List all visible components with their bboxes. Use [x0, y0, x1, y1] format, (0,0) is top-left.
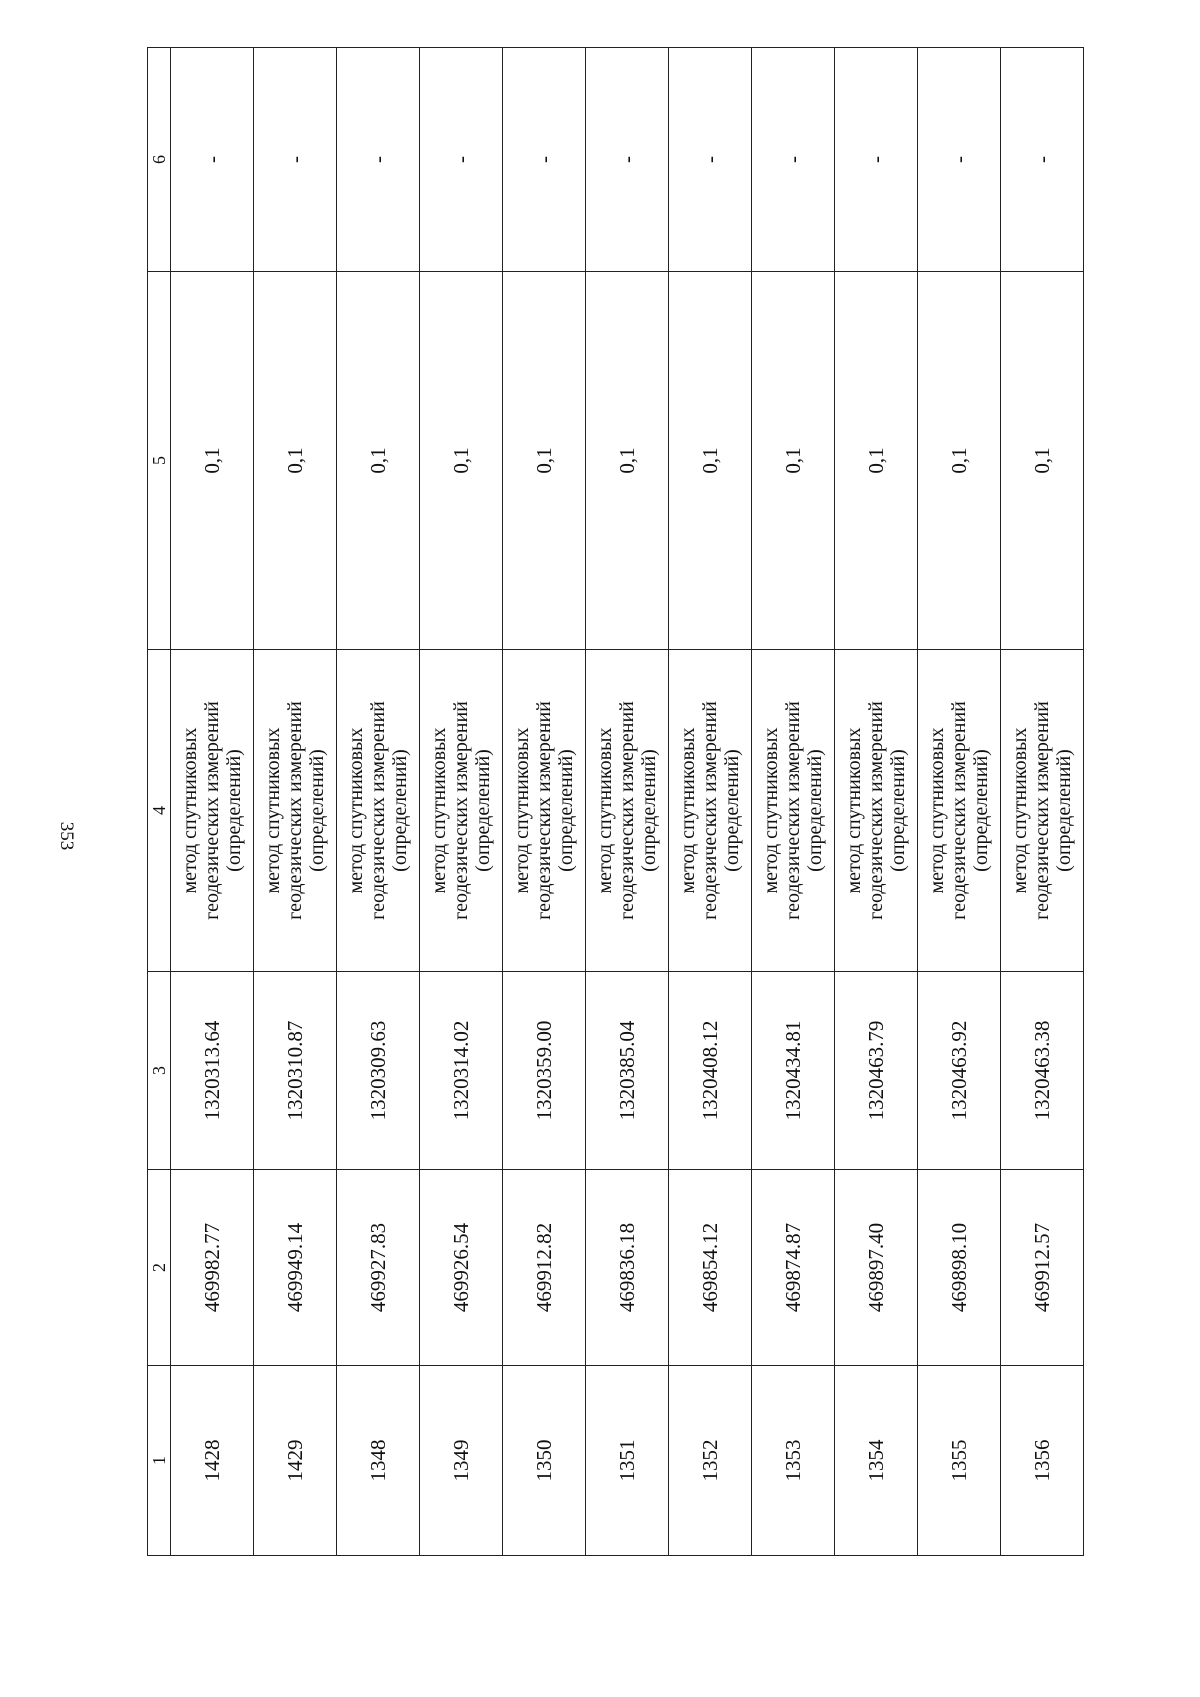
point-number-cell: 1352	[669, 1366, 752, 1556]
accuracy-cell: 0,1	[1001, 272, 1084, 650]
x-coordinate-cell: 469897.40	[835, 1170, 918, 1366]
method-line: геодезических измерений	[865, 701, 887, 920]
accuracy-cell: 0,1	[669, 272, 752, 650]
accuracy-cell: 0,1	[337, 272, 420, 650]
x-coordinate-cell: 469927.83	[337, 1170, 420, 1366]
method-cell	[669, 650, 752, 972]
x-coordinate-cell: 469949.14	[254, 1170, 337, 1366]
method-line: (определений)	[472, 749, 494, 872]
method-line: метод спутниковых	[843, 727, 865, 894]
method-cell	[1001, 650, 1084, 972]
y-coordinate-cell: 1320314.02	[420, 972, 503, 1170]
table-row	[254, 48, 337, 1556]
method-line: геодезических измерений	[948, 701, 970, 920]
note-cell: -	[503, 48, 586, 272]
method-line: (определений)	[804, 749, 826, 872]
note-cell: -	[171, 48, 254, 272]
method-line: (определений)	[306, 749, 328, 872]
note-cell: -	[835, 48, 918, 272]
y-coordinate-cell: 1320463.92	[918, 972, 1001, 1170]
method-line: (определений)	[638, 749, 660, 872]
note-cell: -	[337, 48, 420, 272]
method-cell	[171, 650, 254, 972]
method-line: метод спутниковых	[345, 727, 367, 894]
method-line: геодезических измерений	[450, 701, 472, 920]
point-number-cell: 1349	[420, 1366, 503, 1556]
y-coordinate-cell: 1320463.79	[835, 972, 918, 1170]
table-row	[918, 48, 1001, 1556]
y-coordinate-cell: 1320434.81	[752, 972, 835, 1170]
table-body	[148, 48, 1084, 1556]
table-row	[420, 48, 503, 1556]
method-line: геодезических измерений	[1031, 701, 1053, 920]
method-cell	[752, 650, 835, 972]
y-coordinate-cell: 1320385.04	[586, 972, 669, 1170]
y-coordinate-cell: 1320408.12	[669, 972, 752, 1170]
method-line: геодезических измерений	[699, 701, 721, 920]
method-line: метод спутниковых	[1009, 727, 1031, 894]
method-cell	[503, 650, 586, 972]
point-number-cell: 1356	[1001, 1366, 1084, 1556]
method-line: геодезических измерений	[616, 701, 638, 920]
table-header-row	[148, 48, 171, 1556]
note-cell: -	[586, 48, 669, 272]
note-cell: -	[669, 48, 752, 272]
x-coordinate-cell: 469898.10	[918, 1170, 1001, 1366]
method-cell	[918, 650, 1001, 972]
method-cell	[254, 650, 337, 972]
column-header: 3	[148, 972, 171, 1170]
point-number-cell: 1351	[586, 1366, 669, 1556]
accuracy-cell: 0,1	[586, 272, 669, 650]
method-line: (определений)	[721, 749, 743, 872]
method-line: метод спутниковых	[594, 727, 616, 894]
accuracy-cell: 0,1	[752, 272, 835, 650]
method-cell	[420, 650, 503, 972]
method-line: геодезических измерений	[367, 701, 389, 920]
note-cell: -	[752, 48, 835, 272]
point-number-cell: 1350	[503, 1366, 586, 1556]
y-coordinate-cell: 1320463.38	[1001, 972, 1084, 1170]
method-line: метод спутниковых	[179, 727, 201, 894]
accuracy-cell: 0,1	[503, 272, 586, 650]
table-row	[1001, 48, 1084, 1556]
point-number-cell: 1429	[254, 1366, 337, 1556]
method-line: геодезических измерений	[782, 701, 804, 920]
x-coordinate-cell: 469836.18	[586, 1170, 669, 1366]
table-row	[835, 48, 918, 1556]
column-header: 1	[148, 1366, 171, 1556]
method-line: (определений)	[970, 749, 992, 872]
method-line: метод спутниковых	[926, 727, 948, 894]
table-row	[503, 48, 586, 1556]
column-header: 4	[148, 650, 171, 972]
x-coordinate-cell: 469874.87	[752, 1170, 835, 1366]
point-number-cell: 1354	[835, 1366, 918, 1556]
method-line: (определений)	[555, 749, 577, 872]
table-row	[171, 48, 254, 1556]
note-cell: -	[1001, 48, 1084, 272]
method-line: метод спутниковых	[262, 727, 284, 894]
table-row	[586, 48, 669, 1556]
method-line: метод спутниковых	[677, 727, 699, 894]
method-cell	[337, 650, 420, 972]
method-line: (определений)	[389, 749, 411, 872]
method-line: (определений)	[887, 749, 909, 872]
note-cell: -	[918, 48, 1001, 272]
method-line: геодезических измерений	[533, 701, 555, 920]
accuracy-cell: 0,1	[254, 272, 337, 650]
method-line: метод спутниковых	[760, 727, 782, 894]
point-number-cell: 1355	[918, 1366, 1001, 1556]
y-coordinate-cell: 1320313.64	[171, 972, 254, 1170]
method-line: геодезических измерений	[284, 701, 306, 920]
table-row	[669, 48, 752, 1556]
accuracy-cell: 0,1	[171, 272, 254, 650]
accuracy-cell: 0,1	[918, 272, 1001, 650]
x-coordinate-cell: 469912.57	[1001, 1170, 1084, 1366]
table-row	[752, 48, 835, 1556]
method-line: (определений)	[1053, 749, 1075, 872]
table-row	[337, 48, 420, 1556]
method-cell	[586, 650, 669, 972]
point-number-cell: 1428	[171, 1366, 254, 1556]
note-cell: -	[420, 48, 503, 272]
method-line: (определений)	[223, 749, 245, 872]
point-number-cell: 1353	[752, 1366, 835, 1556]
method-line: метод спутниковых	[428, 727, 450, 894]
column-header: 5	[148, 272, 171, 650]
coordinates-table	[147, 47, 1084, 1556]
note-cell: -	[254, 48, 337, 272]
accuracy-cell: 0,1	[420, 272, 503, 650]
y-coordinate-cell: 1320309.63	[337, 972, 420, 1170]
x-coordinate-cell: 469854.12	[669, 1170, 752, 1366]
x-coordinate-cell: 469926.54	[420, 1170, 503, 1366]
x-coordinate-cell: 469912.82	[503, 1170, 586, 1366]
point-number-cell: 1348	[337, 1366, 420, 1556]
column-header: 2	[148, 1170, 171, 1366]
page-number: 353	[56, 821, 77, 851]
method-cell	[835, 650, 918, 972]
accuracy-cell: 0,1	[835, 272, 918, 650]
x-coordinate-cell: 469982.77	[171, 1170, 254, 1366]
method-line: метод спутниковых	[511, 727, 533, 894]
column-header: 6	[148, 48, 171, 272]
coordinates-table-frame	[147, 48, 1079, 1556]
method-line: геодезических измерений	[201, 701, 223, 920]
y-coordinate-cell: 1320310.87	[254, 972, 337, 1170]
y-coordinate-cell: 1320359.00	[503, 972, 586, 1170]
